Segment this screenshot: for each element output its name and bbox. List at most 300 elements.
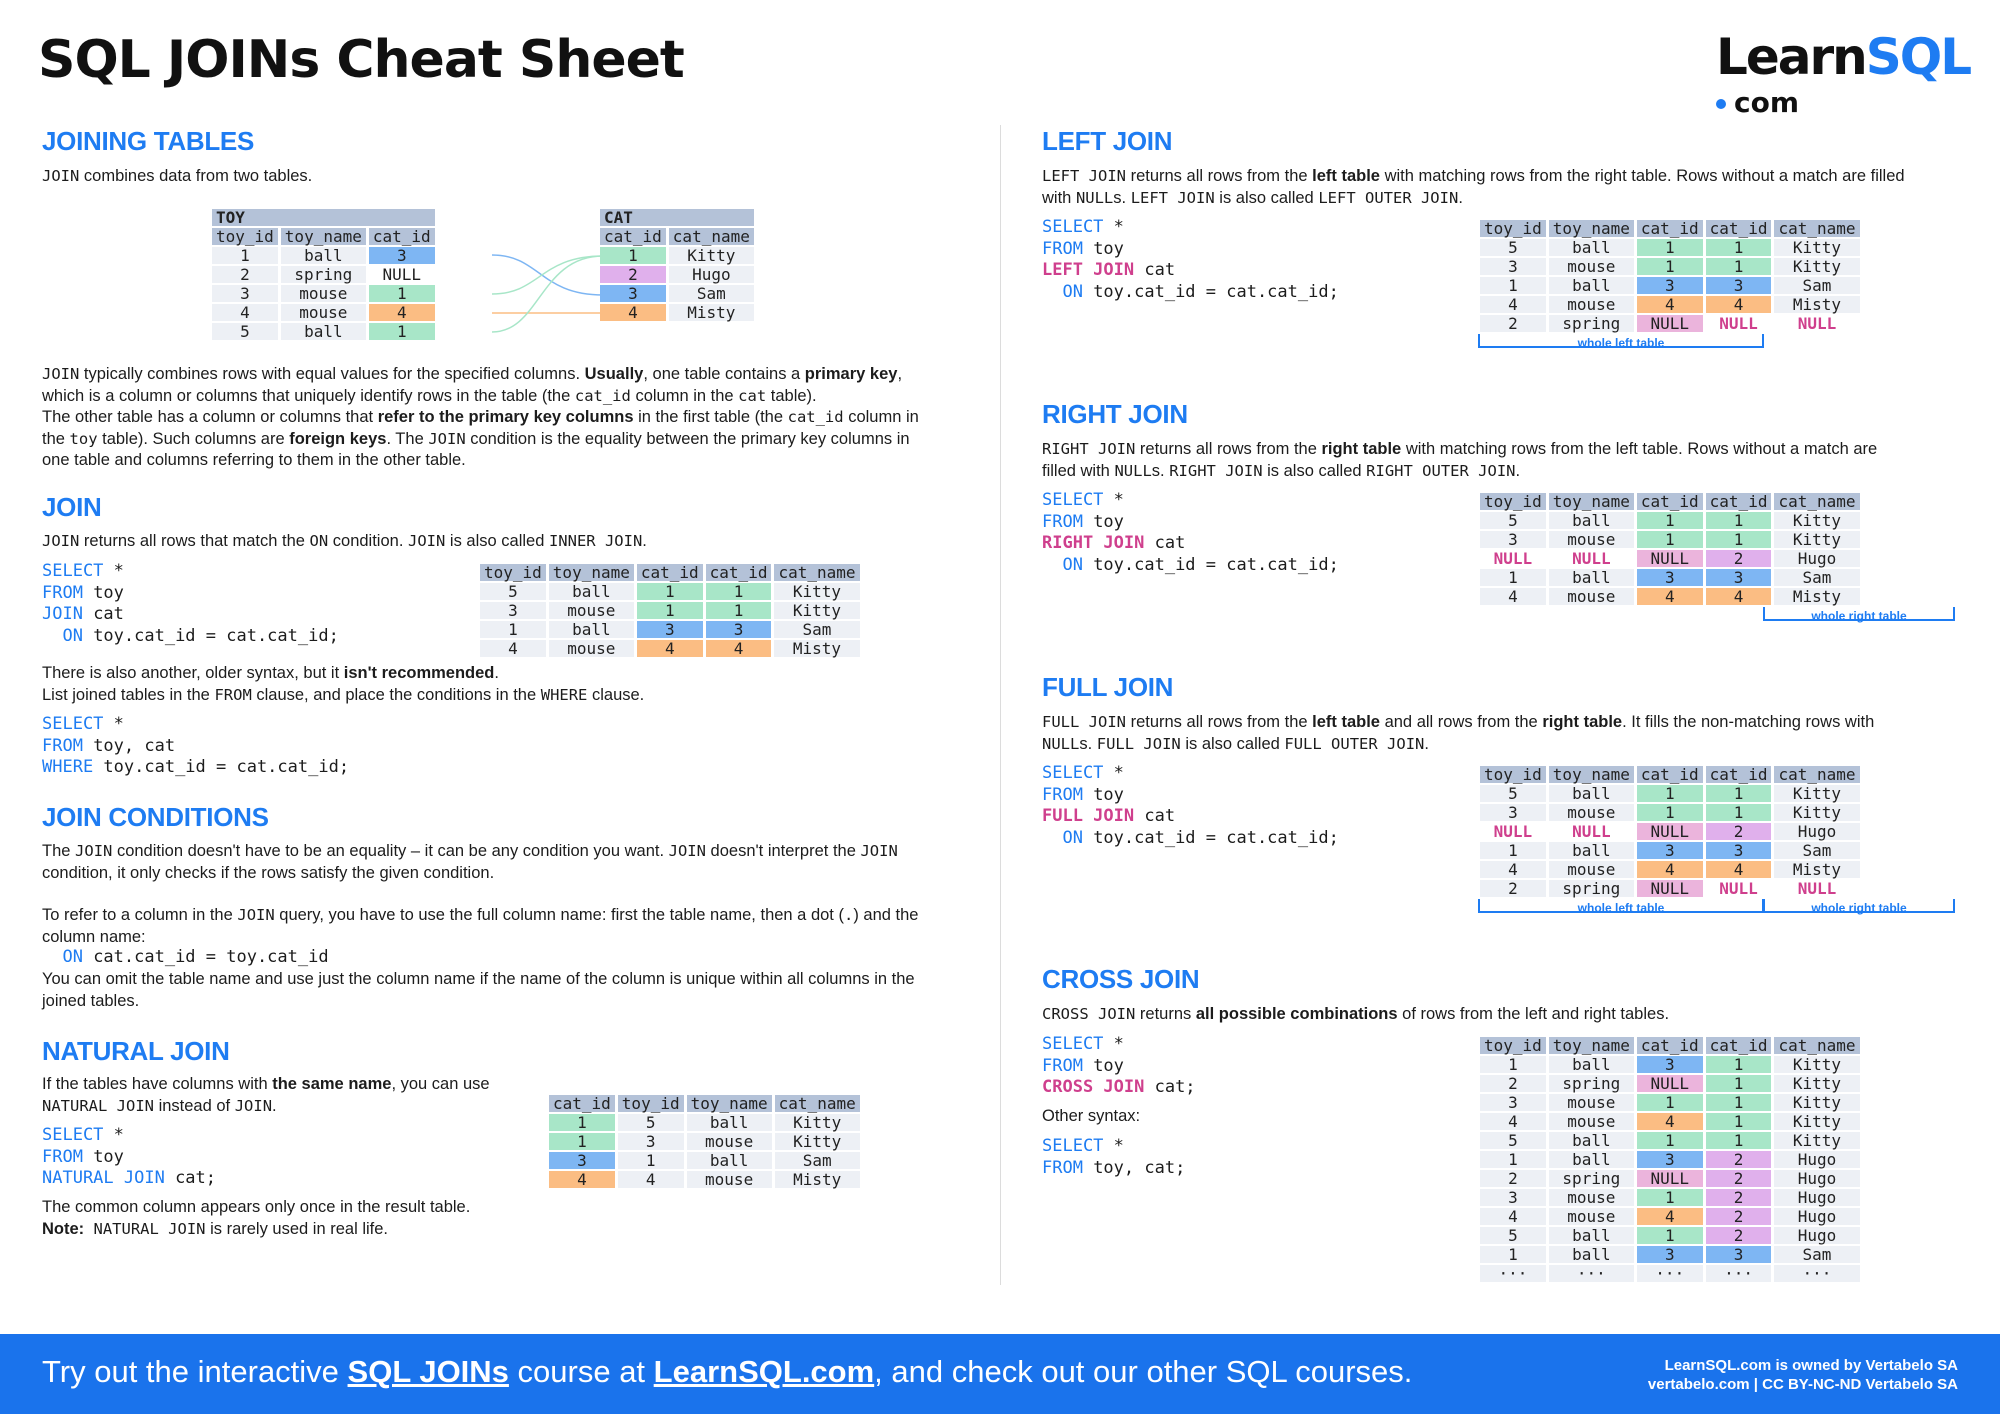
- code-text: toy: [82, 582, 124, 603]
- table-cell: mouse: [549, 602, 634, 619]
- table-cell: 1: [1637, 512, 1703, 529]
- left-join-heading: LEFT JOIN: [1042, 126, 1173, 156]
- code-line: [1042, 512, 1339, 534]
- natural-join-text: If the tables have columns with the same name, you can use NATURAL JOIN instead of JOIN.: [42, 1075, 490, 1115]
- table-cell: 1: [637, 583, 703, 600]
- table-cell: 2: [1706, 1151, 1772, 1168]
- table-row: [212, 266, 435, 283]
- table-cell: ball: [1549, 239, 1634, 256]
- table-row: [1480, 1189, 1860, 1206]
- code-text: *: [1103, 1034, 1124, 1054]
- table-cell: mouse: [281, 285, 366, 302]
- table-cell: NULL: [1637, 1075, 1703, 1092]
- code-line: [1042, 260, 1339, 282]
- table-row: [1480, 1094, 1860, 1111]
- code-text: toy.cat_id = cat.cat_id;: [93, 757, 350, 777]
- code-text: toy: [1082, 1055, 1124, 1076]
- table-cell: 4: [1480, 861, 1546, 878]
- code-text: toy.cat_id = cat.cat_id;: [1082, 554, 1339, 575]
- table-cell: 4: [600, 304, 666, 321]
- table-cell: ···: [1480, 1265, 1546, 1282]
- joining-tables-heading: JOINING TABLES: [42, 126, 255, 156]
- table-cell: 1: [1637, 1189, 1703, 1206]
- header-row: [1480, 220, 1860, 237]
- table-row: [1480, 1151, 1860, 1168]
- table-cell: 5: [212, 323, 278, 340]
- code-keyword: WHERE: [42, 757, 94, 777]
- code-line: [1042, 555, 1339, 577]
- join-conditions-code: [42, 947, 329, 969]
- table-cell: Hugo: [669, 266, 754, 283]
- table-cell: 2: [1480, 1075, 1546, 1092]
- table-row: [480, 583, 860, 600]
- table-cell: ball: [281, 247, 366, 264]
- table-row: [549, 1114, 860, 1131]
- table-cell: Hugo: [1774, 1189, 1859, 1206]
- column-header: cat_name: [1774, 766, 1859, 783]
- table-cell: 1: [369, 323, 435, 340]
- table-cell: 1: [1480, 1246, 1546, 1263]
- code-text: *: [103, 714, 124, 734]
- table-cell: spring: [1549, 1075, 1634, 1092]
- sql-joins-course-link[interactable]: SQL JOINs: [347, 1354, 509, 1389]
- logo-sql: SQL: [1865, 28, 1971, 86]
- table-cell: 4: [1706, 861, 1772, 878]
- join-old-code-block: [42, 714, 349, 779]
- table-cell: Sam: [775, 1152, 860, 1169]
- column-header: toy_id: [212, 228, 278, 245]
- table-cell: 1: [480, 621, 546, 638]
- table-row: [1480, 1170, 1860, 1187]
- table-cell: 3: [618, 1133, 684, 1150]
- column-header: toy_id: [1480, 766, 1546, 783]
- table-cell: NULL: [1637, 315, 1703, 332]
- column-header: cat_id: [1706, 493, 1772, 510]
- table-row: [212, 285, 435, 302]
- code-text: toy: [82, 1146, 124, 1167]
- relation-line-1a: [492, 256, 603, 294]
- table-row: [1480, 588, 1860, 605]
- table-cell: NULL: [1637, 880, 1703, 897]
- table-cell: Kitty: [775, 1133, 860, 1150]
- table-cell: mouse: [549, 640, 634, 657]
- table-cell: NULL: [1480, 550, 1546, 567]
- table-cell: 2: [1706, 823, 1772, 840]
- table-cell: 1: [1480, 842, 1546, 859]
- table-cell: ball: [1549, 1227, 1634, 1244]
- table-row: [1480, 1265, 1860, 1282]
- table-cell: Misty: [775, 1171, 860, 1188]
- left-join-text: LEFT JOIN returns all rows from the left table with matching rows from the right table. Rows without a match are filled with NULLs. LEFT JOIN is also called LEFT OUTER JOIN.: [1042, 167, 1905, 207]
- code-keyword: SELECT: [1042, 217, 1104, 237]
- table-cell: Sam: [1774, 569, 1859, 586]
- table-cell: ···: [1637, 1265, 1703, 1282]
- table-cell: 3: [1480, 531, 1546, 548]
- code-text: *: [103, 561, 124, 581]
- column-header: toy_name: [1549, 1037, 1634, 1054]
- code-text: cat: [1134, 806, 1176, 826]
- table-cell: Kitty: [1774, 1113, 1859, 1130]
- code-keyword: FROM: [42, 582, 83, 603]
- table-cell: 4: [1480, 1113, 1546, 1130]
- table-cell: 1: [1637, 531, 1703, 548]
- code-text: *: [1103, 217, 1124, 237]
- code-keyword: SELECT: [1042, 763, 1104, 783]
- column-header: cat_id: [1706, 766, 1772, 783]
- code-keyword: FROM: [1042, 511, 1083, 532]
- column-header: cat_id: [1706, 220, 1772, 237]
- table-cell: ball: [1549, 1246, 1634, 1263]
- column-header: toy_id: [1480, 493, 1546, 510]
- table-row: [600, 304, 754, 321]
- table-row: [1480, 569, 1860, 586]
- code-line: [1042, 785, 1339, 807]
- learnsql-logo[interactable]: [1716, 28, 1971, 119]
- table-cell: spring: [281, 266, 366, 283]
- table-cell: 1: [600, 247, 666, 264]
- code-line: [42, 1168, 216, 1190]
- code-keyword: SELECT: [42, 714, 104, 734]
- code-text: toy, cat;: [1082, 1157, 1186, 1178]
- table-cell: spring: [1549, 880, 1634, 897]
- cross-join-code: [1042, 1034, 1196, 1099]
- table-cell: 4: [637, 640, 703, 657]
- table-cell: 5: [480, 583, 546, 600]
- code-keyword: ON: [1042, 827, 1083, 848]
- table-cell: Kitty: [669, 247, 754, 264]
- full-join-left-bracket-label: whole left table: [1577, 901, 1665, 915]
- table-cell: 1: [1637, 1132, 1703, 1149]
- table-cell: 3: [1480, 1094, 1546, 1111]
- table-cell: 5: [1480, 785, 1546, 802]
- code-line: [42, 604, 339, 626]
- code-line: [1042, 533, 1339, 555]
- cross-join-other-syntax: Other syntax:: [1042, 1107, 1141, 1125]
- code-keyword: FROM: [1042, 238, 1083, 259]
- table-row: [1480, 1208, 1860, 1225]
- column-header: toy_id: [1480, 1037, 1546, 1054]
- table-cell: Kitty: [1774, 239, 1859, 256]
- join-conditions-text: The JOIN condition doesn't have to be an equality – it can be any condition you want. JOIN doesn't interpret the JOIN condition, it only checks if the rows satisfy the given condition.: [42, 842, 898, 882]
- column-header: toy_id: [480, 564, 546, 581]
- table-cell: 2: [600, 266, 666, 283]
- code-line: [1042, 239, 1339, 261]
- table-row: [1480, 804, 1860, 821]
- table-row: [1480, 531, 1860, 548]
- table-cell: Hugo: [1774, 1208, 1859, 1225]
- table-cell: 3: [1706, 842, 1772, 859]
- table-row: [549, 1133, 860, 1150]
- natural-join-heading: NATURAL JOIN: [42, 1036, 230, 1066]
- logo-dot-icon: [1716, 99, 1726, 109]
- table-cell: ball: [1549, 1151, 1634, 1168]
- join-conditions-text-2: To refer to a column in the JOIN query, you have to use the full column name: first the table name, then a dot (.) and the column name:: [42, 906, 919, 946]
- table-cell: ball: [1549, 1056, 1634, 1073]
- table-cell: Hugo: [1774, 1227, 1859, 1244]
- join-older-syntax: There is also another, older syntax, but it isn't recommended. List joined tables in the FROM clause, and place the conditions in the WHERE clause.: [42, 664, 645, 704]
- table-cell: Kitty: [1774, 785, 1859, 802]
- table-cell: Kitty: [775, 1114, 860, 1131]
- table-cell: 3: [1706, 277, 1772, 294]
- code-keyword: FULL JOIN: [1042, 806, 1135, 826]
- table-cell: Misty: [669, 304, 754, 321]
- logo-learn: Learn: [1716, 28, 1866, 86]
- column-header: toy_id: [1480, 220, 1546, 237]
- table-cell: 4: [369, 304, 435, 321]
- code-line: [42, 736, 349, 758]
- table-cell: 3: [1480, 804, 1546, 821]
- table-row: [1480, 1075, 1860, 1092]
- table-cell: Hugo: [1774, 550, 1859, 567]
- join-description: JOIN returns all rows that match the ON condition. JOIN is also called INNER JOIN.: [42, 532, 647, 550]
- code-keyword: FROM: [42, 1146, 83, 1167]
- table-cell: 1: [706, 583, 772, 600]
- code-text: *: [1103, 763, 1124, 783]
- column-header: cat_name: [669, 228, 754, 245]
- table-cell: 3: [212, 285, 278, 302]
- footer-promo: Try out the interactive SQL JOINs course at LearnSQL.com, and check out our other SQL courses.: [42, 1354, 1413, 1389]
- table-cell: 4: [1637, 1208, 1703, 1225]
- table-cell: 3: [1637, 1246, 1703, 1263]
- table-cell: 1: [1637, 804, 1703, 821]
- cross-join-heading: CROSS JOIN: [1042, 964, 1200, 994]
- table-cell: ···: [1706, 1265, 1772, 1282]
- code-keyword: SELECT: [1042, 1136, 1104, 1156]
- table-cell: Sam: [669, 285, 754, 302]
- table-cell: 3: [1637, 569, 1703, 586]
- code-line: [1042, 217, 1339, 239]
- toy-table: [209, 207, 438, 342]
- header-row: [1480, 766, 1860, 783]
- table-cell: 4: [212, 304, 278, 321]
- table-cell: 5: [1480, 1132, 1546, 1149]
- table-cell: mouse: [1549, 588, 1634, 605]
- column-header: cat_id: [637, 564, 703, 581]
- column-header: cat_name: [1774, 493, 1859, 510]
- table-cell: ball: [1549, 1132, 1634, 1149]
- table-cell: 1: [618, 1152, 684, 1169]
- left-join-code: [1042, 217, 1339, 303]
- code-text: cat: [82, 604, 124, 624]
- join-conditions-text-3: You can omit the table name and use just the column name if the name of the column is unique within all columns in the joined tables.: [42, 970, 915, 1010]
- table-row: [480, 602, 860, 619]
- header-row: [549, 1095, 860, 1112]
- table-cell: 1: [1706, 512, 1772, 529]
- table-cell: Kitty: [1774, 1075, 1859, 1092]
- table-cell: 2: [212, 266, 278, 283]
- cat-caption: CAT: [600, 209, 754, 226]
- footer-banner: [0, 1334, 2000, 1414]
- join-conditions-heading: JOIN CONDITIONS: [42, 802, 269, 832]
- table-cell: 1: [1706, 258, 1772, 275]
- column-header: toy_id: [618, 1095, 684, 1112]
- table-row: [1480, 315, 1860, 332]
- table-cell: NULL: [1774, 315, 1859, 332]
- column-header: cat_id: [600, 228, 666, 245]
- table-cell: ball: [1549, 512, 1634, 529]
- table-cell: Misty: [1774, 588, 1859, 605]
- table-cell: 1: [1480, 1056, 1546, 1073]
- table-cell: 3: [1480, 258, 1546, 275]
- code-line: [1042, 1136, 1185, 1158]
- column-header: cat_id: [1637, 1037, 1703, 1054]
- table-cell: mouse: [281, 304, 366, 321]
- table-cell: 1: [1706, 1113, 1772, 1130]
- relation-lines: [490, 240, 605, 340]
- table-cell: mouse: [687, 1171, 772, 1188]
- table-cell: 1: [1637, 258, 1703, 275]
- table-cell: 3: [1637, 277, 1703, 294]
- natural-join-notes: The common column appears only once in the result table. Note: NATURAL JOIN is rarely used in real life.: [42, 1198, 471, 1238]
- table-cell: NULL: [369, 266, 435, 283]
- code-line: [1042, 1158, 1185, 1180]
- joining-explanation: JOIN typically combines rows with equal values for the specified columns. Usually, one table contains a primary key, which is a column or columns that uniquely identify rows in the table (the cat_id column in the cat table). The other table has a column or columns that refer to the primary key columns in the first table (the cat_id column in the toy table). Such columns are foreign keys. The JOIN condition is the equality between the primary key columns in one table and columns referring to them in the other table.: [42, 365, 919, 469]
- table-cell: Kitty: [1774, 531, 1859, 548]
- table-cell: mouse: [1549, 861, 1634, 878]
- code-line: [1042, 1077, 1196, 1099]
- column-header: toy_name: [1549, 220, 1634, 237]
- table-cell: 2: [1480, 315, 1546, 332]
- natural-join-result-table: [546, 1093, 863, 1190]
- table-cell: ball: [687, 1152, 772, 1169]
- table-cell: 1: [1706, 1056, 1772, 1073]
- code-line: [1042, 828, 1339, 850]
- table-cell: Sam: [1774, 1246, 1859, 1263]
- code-keyword: FROM: [1042, 1157, 1083, 1178]
- full-join-right-bracket-label: whole right table: [1811, 901, 1907, 915]
- code-text: cat: [1134, 260, 1176, 280]
- table-cell: 1: [1706, 1075, 1772, 1092]
- table-row: [1480, 823, 1860, 840]
- right-join-code: [1042, 490, 1339, 576]
- table-row: [1480, 1246, 1860, 1263]
- code-keyword: JOIN: [42, 604, 83, 624]
- full-join-code: [1042, 763, 1339, 849]
- code-keyword: ON: [42, 625, 83, 646]
- table-row: [1480, 1113, 1860, 1130]
- table-cell: 2: [1706, 1227, 1772, 1244]
- toy-caption: TOY: [212, 209, 435, 226]
- code-keyword: ON: [42, 947, 83, 967]
- code-text: toy.cat_id = cat.cat_id;: [1082, 281, 1339, 302]
- code-line: [42, 714, 349, 736]
- join-code-block: [42, 561, 339, 647]
- table-cell: 2: [1706, 1208, 1772, 1225]
- code-text: cat;: [1144, 1077, 1196, 1097]
- logo-domain: [1716, 86, 1799, 119]
- full-join-heading: FULL JOIN: [1042, 672, 1174, 702]
- table-cell: 1: [1480, 1151, 1546, 1168]
- table-cell: 1: [549, 1133, 615, 1150]
- table-cell: 3: [369, 247, 435, 264]
- learnsql-link[interactable]: LearnSQL.com: [653, 1354, 875, 1389]
- left-join-result-table: [1477, 218, 1863, 334]
- code-line: [42, 757, 349, 779]
- table-cell: 3: [1706, 1246, 1772, 1263]
- code-text: *: [103, 1125, 124, 1145]
- joining-intro: JOIN combines data from two tables.: [42, 167, 313, 185]
- table-cell: mouse: [687, 1133, 772, 1150]
- code-line: [1042, 490, 1339, 512]
- code-line: [42, 1147, 216, 1169]
- column-header: cat_name: [774, 564, 859, 581]
- table-row: [212, 323, 435, 340]
- code-keyword: SELECT: [1042, 1034, 1104, 1054]
- table-cell: Kitty: [1774, 1132, 1859, 1149]
- table-cell: ···: [1774, 1265, 1859, 1282]
- table-cell: mouse: [1549, 1208, 1634, 1225]
- table-row: [549, 1171, 860, 1188]
- table-cell: Hugo: [1774, 823, 1859, 840]
- cat-table: [597, 207, 757, 323]
- table-cell: NULL: [1706, 880, 1772, 897]
- table-cell: 1: [369, 285, 435, 302]
- logo-com: com: [1734, 86, 1800, 119]
- table-cell: Sam: [1774, 277, 1859, 294]
- table-cell: 4: [1706, 588, 1772, 605]
- code-line: [42, 561, 339, 583]
- table-cell: 1: [1480, 277, 1546, 294]
- table-cell: 3: [1637, 1151, 1703, 1168]
- table-cell: 3: [480, 602, 546, 619]
- column-header: toy_name: [1549, 493, 1634, 510]
- code-text: cat.cat_id = toy.cat_id: [82, 947, 329, 967]
- table-row: [1480, 258, 1860, 275]
- code-line: [42, 626, 339, 648]
- table-row: [1480, 785, 1860, 802]
- table-cell: NULL: [1706, 315, 1772, 332]
- code-keyword: CROSS JOIN: [1042, 1077, 1145, 1097]
- cross-join-text: CROSS JOIN returns all possible combinations of rows from the left and right tables.: [1042, 1005, 1670, 1023]
- table-cell: 1: [1706, 785, 1772, 802]
- table-cell: 3: [706, 621, 772, 638]
- cross-join-old-code: [1042, 1136, 1185, 1179]
- header-row: [1480, 1037, 1860, 1054]
- natural-join-code: [42, 1125, 216, 1190]
- table-cell: ball: [687, 1114, 772, 1131]
- table-cell: 2: [1706, 550, 1772, 567]
- table-cell: mouse: [1549, 1094, 1634, 1111]
- code-keyword: FROM: [42, 735, 83, 756]
- logo-wordmark: [1716, 28, 1971, 86]
- table-row: [212, 247, 435, 264]
- table-cell: 3: [1706, 569, 1772, 586]
- table-cell: 3: [549, 1152, 615, 1169]
- page-title: SQL JOINs Cheat Sheet: [38, 30, 684, 90]
- right-join-bracket-label: whole right table: [1811, 609, 1907, 623]
- table-cell: mouse: [1549, 296, 1634, 313]
- column-header: cat_id: [369, 228, 435, 245]
- table-cell: 4: [706, 640, 772, 657]
- join-result-table: [477, 562, 863, 659]
- table-cell: mouse: [1549, 804, 1634, 821]
- table-cell: mouse: [1549, 531, 1634, 548]
- code-keyword: LEFT JOIN: [1042, 260, 1135, 280]
- table-cell: 4: [1706, 296, 1772, 313]
- column-header: cat_id: [1637, 220, 1703, 237]
- column-header: toy_name: [687, 1095, 772, 1112]
- full-join-result-table: [1477, 764, 1863, 899]
- table-cell: Kitty: [1774, 1094, 1859, 1111]
- left-join-bracket-label: whole left table: [1577, 336, 1665, 350]
- table-cell: Misty: [774, 640, 859, 657]
- table-cell: 4: [1637, 861, 1703, 878]
- table-cell: NULL: [1637, 823, 1703, 840]
- table-cell: 1: [549, 1114, 615, 1131]
- code-line: [42, 1125, 216, 1147]
- column-header: cat_id: [1706, 1037, 1772, 1054]
- code-text: toy: [1082, 238, 1124, 259]
